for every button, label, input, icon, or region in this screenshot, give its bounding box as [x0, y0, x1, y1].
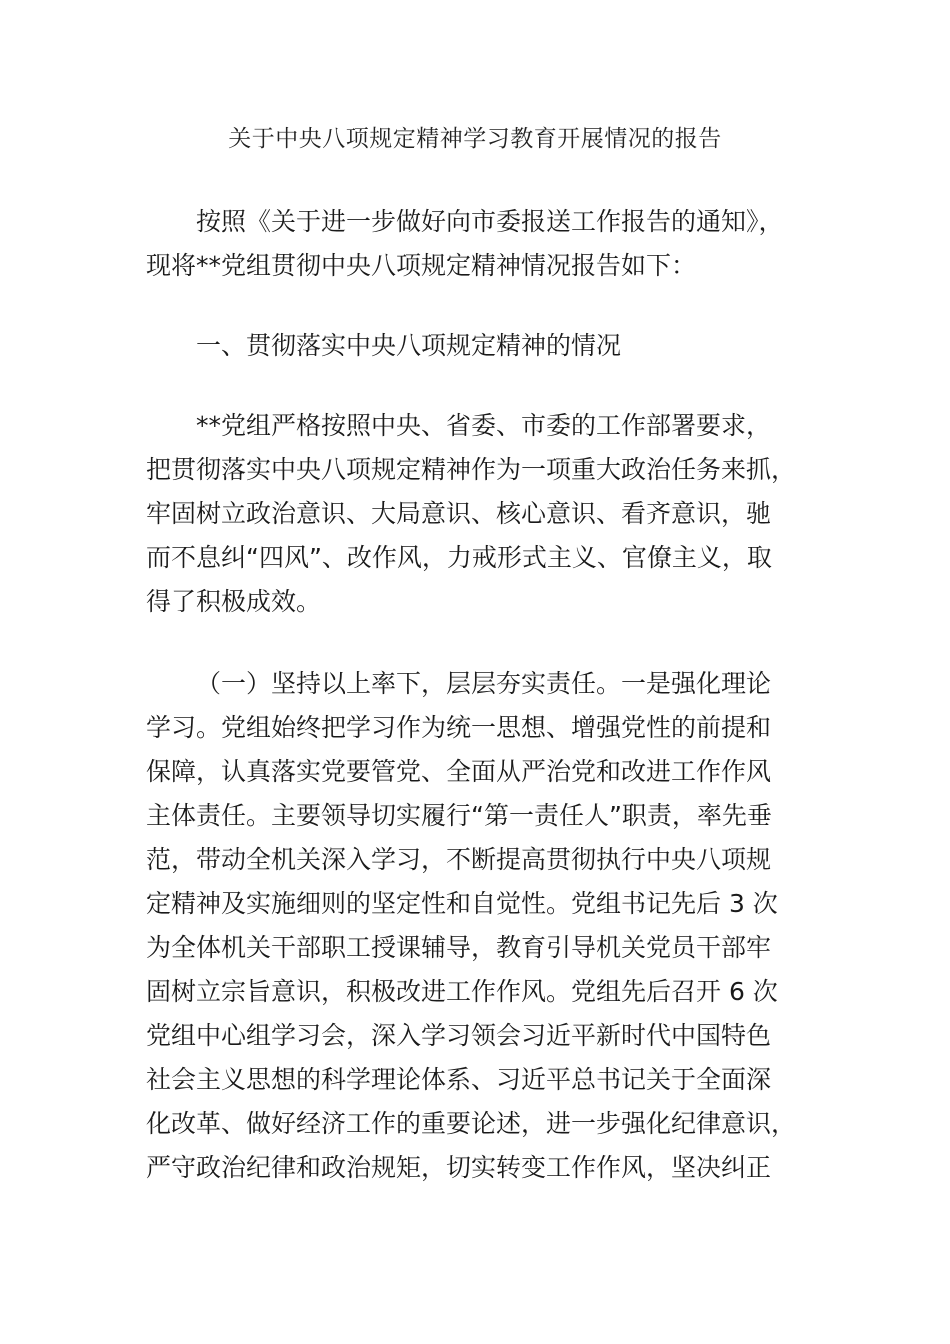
paragraph-line: 把贯彻落实中央八项规定精神作为一项重大政治任务来抓， — [146, 455, 797, 484]
paragraph-line: 主体责任。主要领导切实履行“第一责任人”职责，率先垂 — [146, 801, 772, 830]
paragraph-line: 化改革、做好经济工作的重要论述，进一步强化纪律意识， — [146, 1109, 797, 1138]
paragraph-line: **党组严格按照中央、省委、市委的工作部署要求， — [196, 411, 772, 440]
section-heading: 一、贯彻落实中央八项规定精神的情况 — [196, 331, 622, 360]
paragraph-line: 现将**党组贯彻中央八项规定精神情况报告如下： — [146, 251, 697, 280]
paragraph-line: 学习。党组始终把学习作为统一思想、增强党性的前提和 — [146, 713, 772, 742]
paragraph-line: （一）坚持以上率下，层层夯实责任。一是强化理论 — [196, 669, 772, 698]
paragraph-line: 党组中心组学习会，深入学习领会习近平新时代中国特色 — [146, 1021, 772, 1050]
paragraph-line: 得了积极成效。 — [146, 587, 322, 616]
paragraph-line: 严守政治纪律和政治规矩，切实转变工作作风，坚决纠正 — [146, 1153, 772, 1182]
paragraph-line: 按照《关于进一步做好向市委报送工作报告的通知》， — [196, 207, 784, 236]
paragraph-line: 社会主义思想的科学理论体系、习近平总书记关于全面深 — [146, 1065, 772, 1094]
paragraph-line: 为全体机关干部职工授课辅导，教育引导机关党员干部牢 — [146, 933, 772, 962]
paragraph-line: 牢固树立政治意识、大局意识、核心意识、看齐意识，驰 — [146, 499, 772, 528]
paragraph-line: 而不息纠“四风”、改作风，力戒形式主义、官僚主义，取 — [146, 543, 772, 572]
paragraph-line: 保障，认真落实党要管党、全面从严治党和改进工作作风 — [146, 757, 772, 786]
paragraph-line: 范，带动全机关深入学习，不断提高贯彻执行中央八项规 — [146, 845, 772, 874]
paragraph-line: 固树立宗旨意识，积极改进工作作风。党组先后召开 6 次 — [146, 977, 778, 1006]
document-title: 关于中央八项规定精神学习教育开展情况的报告 — [228, 126, 722, 152]
paragraph-line: 定精神及实施细则的坚定性和自觉性。党组书记先后 3 次 — [146, 889, 778, 918]
